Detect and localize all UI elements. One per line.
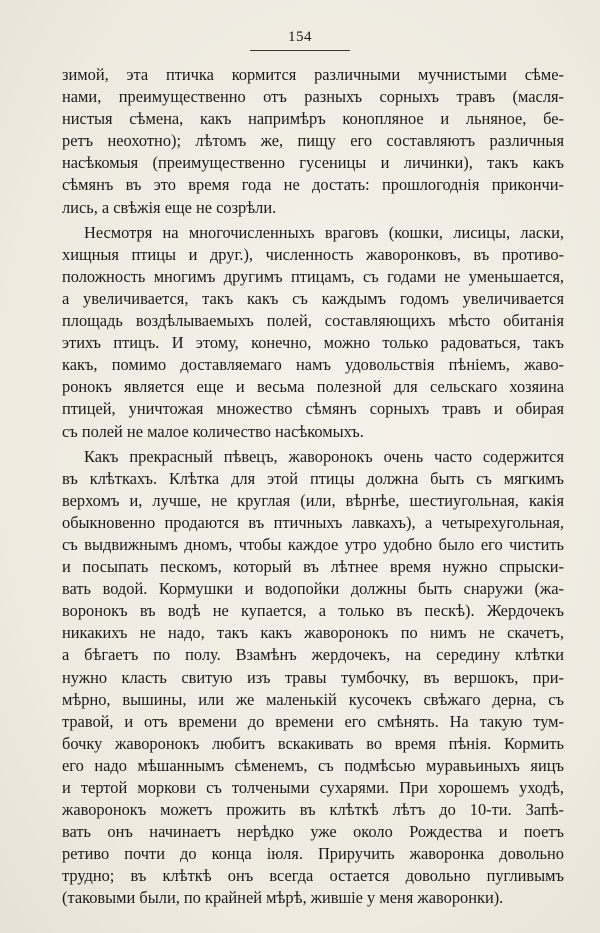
text-line: зимой, эта птичка кормится различными мучнистыми сѣме- [62,65,564,84]
text-line: мѣрно, вышины, или же маленькій кусочекъ свѣжаго дерна, съ [62,689,564,709]
text-line: а бѣгаетъ по полу. Взамѣнъ жердочекъ, на середину клѣтки [62,645,564,665]
text-line: нужно класть свитую изъ травы тумбочку, въ вершокъ, при- [62,667,564,687]
paragraph [62,64,564,219]
text-line: насѣкомыя (преимущественно гусеницы и личинки), такъ какъ [62,153,564,173]
text-line: птицей, уничтожая множество сѣмянъ сорныхъ травъ и обирая [62,399,564,419]
text-line: и тертой моркови съ толчеными сухарями. При хорошемъ уходѣ, [62,778,564,797]
header-rule [250,50,350,51]
text-line: бочку жаворонокъ любитъ вскакивать во время пѣнія. Кормить [62,733,564,753]
text-line: никакихъ не надо, такъ какъ жаворонокъ по нимъ не скачетъ, [62,623,564,643]
text-line: (таковыми были, по крайней мѣрѣ, жившіе у меня жаворонки). [62,888,504,908]
text-line: какъ, помимо доставляемаго намъ удовольствія пѣніемъ, жаво- [62,355,564,375]
text-line: травой, и отъ времени до времени его смѣнять. На такую тум- [62,711,564,731]
text-line: верхомъ и, лучше, не круглая (или, вѣрнѣе, шестиугольная, какія [62,490,564,510]
text-line: воронокъ въ водѣ не купается, а только въ пескѣ). Жердочекъ [62,601,564,621]
text-line: его надо мѣшаннымъ сѣменемъ, съ подмѣсью муравьиныхъ яицъ [62,755,564,775]
text-line: вать онъ начинаетъ нерѣдко уже около Рождества и поетъ [62,822,564,842]
text-line: сѣмянъ въ это время года не достать: прошлогоднія прикончи- [62,175,564,195]
text-line: трудно; въ клѣткѣ онъ всегда остается довольно пугливымъ [62,866,564,886]
text-line: площадь воздѣлываемыхъ полей, составляющихъ мѣсто обитанія [62,311,564,331]
text-line: ронокъ является еще и весьма полезной для сельскаго хозяина [62,377,564,397]
body-text [62,64,564,910]
page-number: 154 [288,29,312,45]
text-line: въ клѣткахъ. Клѣтка для этой птицы должна быть съ мягкимъ [62,468,564,488]
text-line: вать водой. Кормушки и водопойки должны быть снаружи (жа- [62,579,564,599]
text-line: положность многимъ другимъ птицамъ, съ годами не уменьшается, [62,266,564,286]
text-line: обыкновенно продаются въ птичныхъ лавкахъ), а четырехугольная, [62,512,564,532]
text-line: этихъ птицъ. И этому, конечно, можно только радоваться, такъ [62,333,564,353]
paragraph [62,446,564,910]
text-line: нами, преимущественно отъ разныхъ сорныхъ травъ (масля- [62,87,564,107]
text-line: ретиво почти до конца іюля. Приручить жаворонка довольно [62,844,564,864]
text-line: Какъ прекрасный пѣвецъ, жаворонокъ очень часто содержится [84,446,564,466]
text-line: а увеличивается, такъ какъ съ каждымъ годомъ увеличивается [62,288,564,308]
text-line: жаворонокъ можетъ прожить въ клѣткѣ лѣтъ до 10-ти. Запѣ- [62,800,564,820]
text-line: съ выдвижнымъ дномъ, чтобы каждое утро удобно было его чистить [62,534,564,554]
paragraph [62,222,564,443]
text-line: Несмотря на многочисленныхъ враговъ (кошки, лисицы, ласки, [84,222,564,242]
text-line: хищныя птицы и друг.), численность жаворонковъ, въ противо- [62,244,564,264]
text-line: съ полей не малое количество насѣкомыхъ. [62,421,364,441]
text-line: лись, а свѣжія еще не созрѣли. [62,197,277,217]
text-line: нистыя сѣмена, какъ напримѣръ конопляное и льняное, бе- [62,109,564,129]
text-line: ретъ неохотно); лѣтомъ же, пищу его составляютъ различныя [62,131,564,151]
text-line: и посыпать пескомъ, который въ лѣтнее время нужно спрыски- [62,557,564,577]
